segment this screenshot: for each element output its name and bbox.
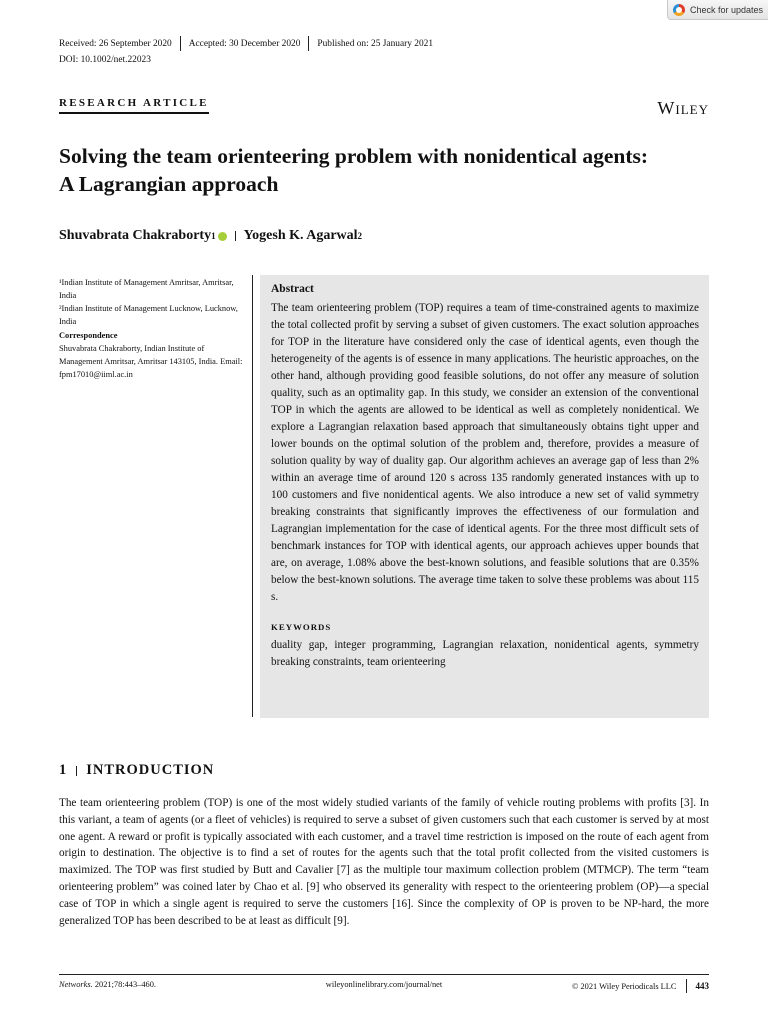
affiliation-1: ¹Indian Institute of Management Amritsar, Amritsar, India [59, 278, 234, 300]
divider [235, 231, 236, 241]
orcid-icon[interactable] [218, 232, 227, 241]
section-title: INTRODUCTION [86, 762, 215, 778]
divider [686, 979, 687, 993]
affiliation-2: ²Indian Institute of Management Lucknow, Lucknow, India [59, 304, 238, 326]
article-title [59, 142, 719, 198]
section-number: 1 [59, 762, 68, 778]
divider [308, 36, 309, 51]
journal-name: Networks. [59, 980, 93, 989]
journal-url[interactable]: wileyonlinelibrary.com/journal/net [325, 980, 443, 989]
author-name[interactable]: Shuvabrata Chakraborty [59, 228, 212, 243]
correspondence-text: Shuvabrata Chakraborty, Indian Institute of Management Amritsar, Amritsar 143105, India. Email: fpm17010@iiml.ac.in [59, 344, 243, 379]
check-for-updates-label: Check for updates [690, 4, 764, 15]
affiliation-marker: 1 [211, 231, 216, 241]
page-footer [59, 980, 709, 994]
abstract-heading: Abstract [271, 283, 314, 295]
author-list [59, 228, 362, 244]
footer-right [572, 979, 709, 993]
affiliations [59, 276, 244, 381]
page-number: 443 [695, 981, 709, 991]
abstract-text: The team orienteering problem (TOP) requires a team of time-constrained agents to maximize the total collected profit by serving a subset of given customers. The exact solution approaches for TOP in the literature have considered only the case of identical agents, even though the heterogeneity of the agents is of essence in many applications. The heuristic approaches, on the other hand, although providing good feasible solutions, do not offer any measure of solution quality, such as an optimality gap. In this study, we consider an extension of the conventional TOP in which the agents are allowed to be identical as well as completely nonidentical. We explore a Lagrangian relaxation based approach that simultaneously obtains tight upper and lower bounds on the optimal solution of the problem and, therefore, provides a measure of solution quality by way of duality gap. Our algorithm achieves an average gap of less than 2% within an average time of around 120 s across 135 randomly generated instances with up to 100 customers and five nonidentical agents. We also introduce a new set of valid symmetry breaking constraints that significantly improves the effectiveness of our formulation and Lagrangian implementation for the case of identical agents. For the three most difficult sets of benchmark instances for TOP with identical agents, our approach achieves upper bounds that are, on average, 1.08% above the best-known solutions, and feasible solutions that are 0.35% below the best-known solutions. The average time taken to solve these problems was about 115 s. [271, 302, 699, 603]
section-heading [59, 762, 214, 779]
correspondence-heading: Correspondence [59, 331, 118, 340]
publisher-logo: Wiley [657, 98, 709, 118]
abstract-box [260, 275, 709, 718]
citation-details: 2021;78:443–460. [92, 980, 157, 989]
title-line-2: A Lagrangian approach [59, 172, 279, 196]
keywords-heading: KEYWORDS [271, 622, 332, 632]
copyright: © 2021 Wiley Periodicals LLC [572, 981, 677, 991]
affiliation-marker: 2 [357, 231, 363, 241]
divider [180, 36, 181, 51]
crossmark-icon [673, 4, 685, 16]
check-for-updates-button[interactable] [667, 0, 768, 20]
received-date: Received: 26 September 2020 [59, 38, 172, 49]
title-line-1: Solving the team orienteering problem with nonidentical agents: [59, 144, 649, 168]
author-name[interactable]: Yogesh K. Agarwal [243, 228, 358, 243]
footer-divider [59, 974, 709, 975]
divider [252, 275, 253, 717]
doi-link[interactable]: DOI: 10.1002/net.22023 [59, 55, 151, 65]
article-type: RESEARCH ARTICLE [59, 97, 209, 114]
accepted-date: Accepted: 30 December 2020 [188, 38, 301, 49]
divider [76, 766, 77, 776]
keywords-text: duality gap, integer programming, Lagrangian relaxation, nonidentical agents, symmetry breaking constraints, team orienteering [271, 639, 699, 668]
article-history [59, 36, 433, 51]
published-date: Published on: 25 January 2021 [317, 38, 434, 49]
body-paragraph: The team orienteering problem (TOP) is one of the most widely studied variants of the family of vehicle routing problems with profits [3]. In this variant, a team of agents (or a fleet of vehicles) is required to serve a subset of given customers such that each customer is served by at most one agent. A reward or profit is typically associated with each customer, and a travel time restriction is imposed on the route of each agent from origin to destination. The objective is to find a set of routes for the agents such that the total profit collected from the visited customers is maximized. The TOP was first studied by Butt and Cavalier [7] as the multiple tour maximum collection problem (MTMCP). The term “team orienteering problem” was coined later by Chao et al. [9] who observed its generality with respect to the orienteering problem (OP)—a special case of TOP in which a single agent is required to serve the customers [16]. Since the complexity of OP is proven to be NP-hard, the more generalized TOP has been described to be at least as difficult [9]. [59, 797, 709, 927]
